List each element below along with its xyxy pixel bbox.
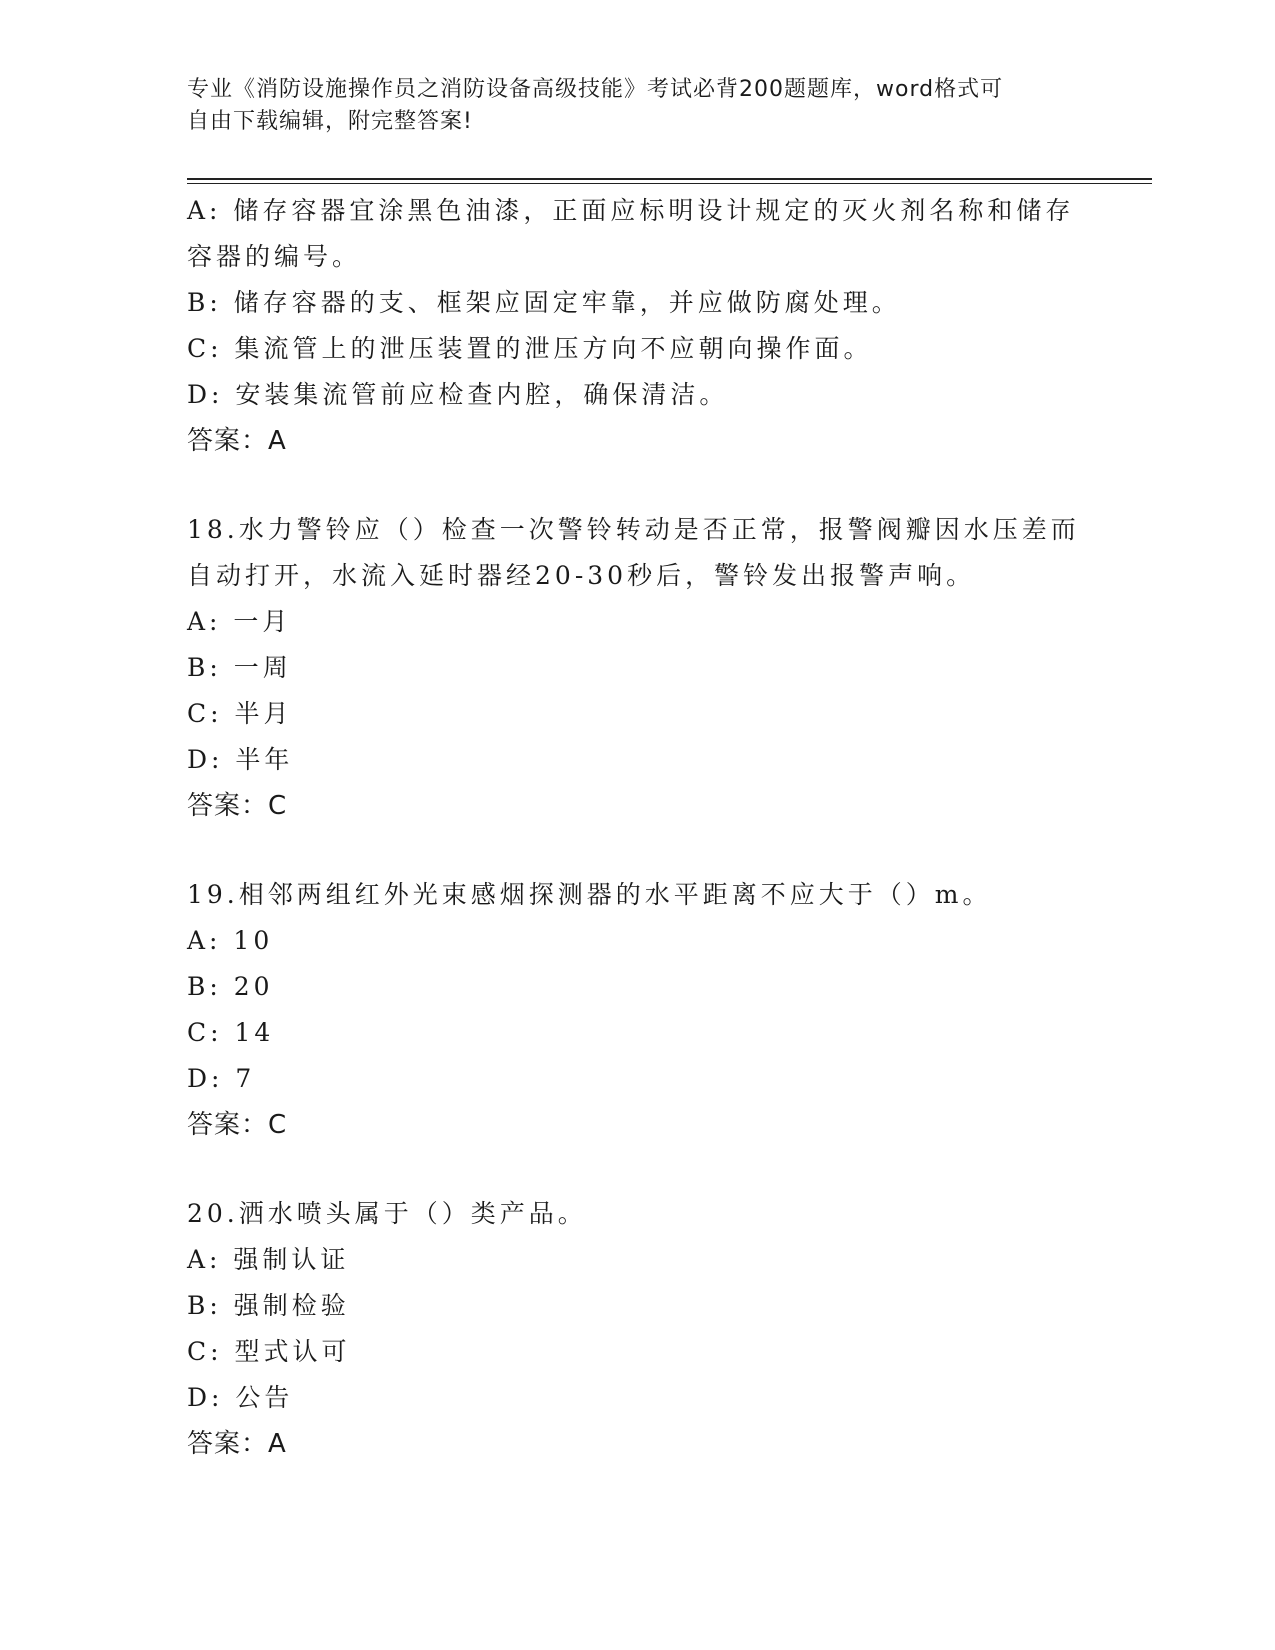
answer: 答案：C xyxy=(187,1110,288,1140)
answer: 答案：A xyxy=(187,426,287,456)
question-list xyxy=(187,188,1087,1467)
header-rule-thick xyxy=(187,178,1152,180)
header-rule-thin xyxy=(187,183,1152,184)
option-c: C: 半月 xyxy=(187,699,293,728)
option-b: B: 储存容器的支、框架应固定牢靠，并应做防腐处理。 xyxy=(187,288,901,317)
answer: 答案：C xyxy=(187,791,288,821)
option-d: D: 7 xyxy=(187,1064,256,1093)
option-a-line-1: A: 储存容器宜涂黑色油漆，正面应标明设计规定的灭火剂名称和储存 xyxy=(187,196,1075,225)
option-b: B: 一周 xyxy=(187,653,292,682)
question-19 xyxy=(187,872,1087,1148)
question-stem-line-1: 18.水力警铃应（）检查一次警铃转动是否正常，报警阀瓣因水压差而 xyxy=(187,515,1080,544)
option-d: D: 公告 xyxy=(187,1383,294,1412)
option-a: A: 强制认证 xyxy=(187,1245,350,1274)
question-gap xyxy=(187,464,1087,507)
option-a: A: 一月 xyxy=(187,607,292,636)
question-stem-line-2: 自动打开，水流入延时器经20-30秒后，警铃发出报警声响。 xyxy=(187,561,976,590)
question-20 xyxy=(187,1191,1087,1467)
header-line-1: 专业《消防设施操作员之消防设备高级技能》考试必背200题题库，word格式可 xyxy=(187,77,1004,102)
option-a-line-2: 容器的编号。 xyxy=(187,242,362,271)
question-18 xyxy=(187,507,1087,829)
question-gap xyxy=(187,1148,1087,1191)
option-c: C: 14 xyxy=(187,1018,275,1047)
option-b: B: 20 xyxy=(187,972,274,1001)
question-stem: 20.洒水喷头属于（）类产品。 xyxy=(187,1199,587,1228)
option-d: D: 安装集流管前应检查内腔，确保清洁。 xyxy=(187,380,729,409)
option-a: A: 10 xyxy=(187,926,274,955)
question-stem: 19.相邻两组红外光束感烟探测器的水平距离不应大于（）m。 xyxy=(187,880,992,909)
question-17 xyxy=(187,188,1087,464)
answer: 答案：A xyxy=(187,1429,287,1459)
option-d: D: 半年 xyxy=(187,745,294,774)
option-b: B: 强制检验 xyxy=(187,1291,350,1320)
question-gap xyxy=(187,829,1087,872)
option-c: C: 型式认可 xyxy=(187,1337,351,1366)
option-c: C: 集流管上的泄压装置的泄压方向不应朝向操作面。 xyxy=(187,334,873,363)
header-line-2: 自由下载编辑，附完整答案! xyxy=(187,109,473,134)
document-header xyxy=(187,74,1067,138)
